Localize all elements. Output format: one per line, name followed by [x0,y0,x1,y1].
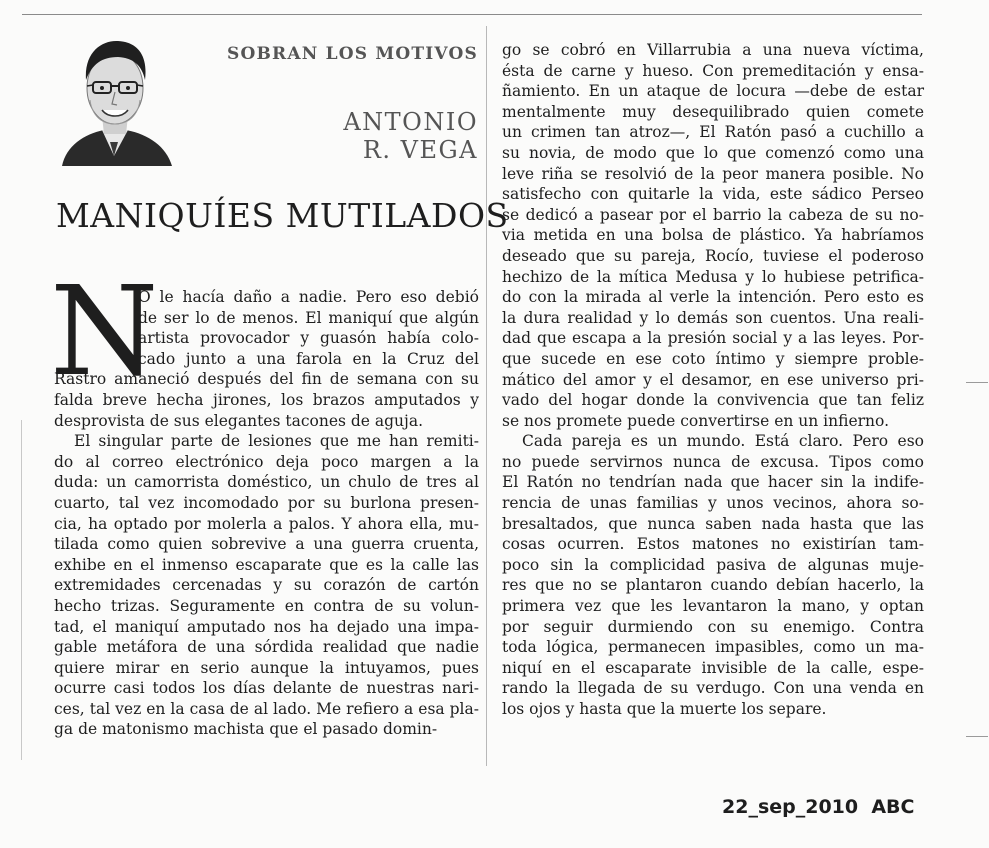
text-line: El singular parte de lesiones que me han remiti- [74,432,479,451]
text-line: rando la llegada de su verdugo. Con una venda en [502,679,924,698]
author-last-name: R. VEGA [362,136,478,164]
text-line: cuarto, tal vez incomodado por su burlona presen- [54,493,479,512]
right-margin-tick [966,382,988,383]
text-line: dad que escapa a la presión social y a las leyes. Por- [502,329,924,348]
text-line: quiere mirar en serio aunque la intuyamos, pues [54,658,479,677]
text-line: Rastro amaneció después del fin de semana con su [54,370,479,389]
text-line: res que no se plantaron cuando debían hacerlo, la [502,576,924,595]
text-line: cosas ocurren. Estos matones no existirían tam- [502,535,924,554]
text-line: gable metáfora de una sórdida realidad que nadie [54,638,479,657]
column-divider [486,26,487,766]
left-margin-rule [21,420,22,760]
text-line: ésta de carne y hueso. Con premeditación y ensa- [502,61,924,80]
text-line: niquí en el escaparate invisible de la calle, espe- [502,658,924,677]
text-line: mentalmente muy desequilibrado quien comete [502,102,924,121]
text-line: hechizo de la mítica Medusa y lo hubiese petrifica- [502,267,924,286]
text-line: ocurre casi todos los días delante de nuestras nari- [54,679,479,698]
text-line: un crimen tan atroz—, El Ratón pasó a cuchillo a [502,123,924,142]
text-line: Cada pareja es un mundo. Está claro. Pero eso [522,432,924,451]
author-portrait [56,30,174,166]
text-line: extremidades cercenadas y su corazón de cartón [54,576,479,595]
text-line: O le hacía daño a nadie. Pero eso debió [138,288,479,306]
text-line: cia, ha optado por molerla a palos. Y ahora ella, mu- [54,514,479,533]
text-line: artista provocador y guasón había colo- [138,329,479,348]
text-line: tad, el maniquí amputado nos ha dejado una impa- [54,617,479,636]
text-line: satisfecho con quitarle la vida, este sádico Perseo [502,185,924,204]
left-column-intro [138,287,479,369]
top-rule [22,14,922,15]
text-line: no puede servirnos nunca de excusa. Tipos como [502,452,924,471]
text-line: rencia de unas familias y unos vecinos, ahora so- [502,494,924,513]
text-line: de ser lo de menos. El maniquí que algún [138,308,479,327]
text-line: cado junto a una farola en la Cruz del [138,349,479,368]
author-name [200,108,478,164]
text-line: do con la mirada al verle la intención. Pero esto es [502,288,924,307]
text-line: primera vez que les levantaron la mano, y optan [502,597,924,616]
text-line: duda: un camorrista doméstico, un chulo de tres al [54,473,479,492]
drop-cap: N [50,260,159,404]
left-column-body [54,369,479,740]
author-first-name: ANTONIO [343,108,478,136]
text-line: tilada como quien sobrevive a una guerra cruenta, [54,535,479,554]
text-line: desprovista de sus elegantes tacones de aguja. [54,411,424,430]
text-line: El Ratón no tendrían nada que hacer sin la indife- [502,473,924,492]
text-line: exhibe en el inmenso escaparate que es la calle las [54,555,479,574]
text-line: mático del amor y el desamor, en ese universo pri- [502,370,924,389]
text-line: toda lógica, permanecen impasibles, como un ma- [502,638,924,657]
text-line: que sucede en ese coto íntimo y siempre proble- [502,349,924,368]
right-column-body [502,40,924,720]
text-line: hecho trizas. Seguramente en contra de su volun- [54,596,479,615]
text-line: leve riña se resolvió de la peor manera posible. No [502,164,924,183]
section-title: SOBRAN LOS MOTIVOS [227,44,478,64]
text-line: la dura realidad y lo demás son cuentos. Una reali- [502,308,924,327]
date-source-stamp: 22_sep_2010 ABC [722,796,915,818]
text-line: ces, tal vez en la casa de al lado. Me refiero a esa pla- [54,699,479,718]
text-line: via metida en una bolsa de plástico. Ya habríamos [502,226,924,245]
text-line: se dedicó a pasear por el barrio la cabeza de su no- [502,205,924,224]
text-line: su novia, de modo que lo que comenzó como una [502,143,924,162]
text-line: go se cobró en Villarrubia a una nueva víctima, [502,41,924,59]
text-line: bresaltados, que nunca saben nada hasta que las [502,514,924,533]
text-line: poco sin la complicidad pasiva de algunas muje- [502,555,924,574]
text-line: vado del hogar donde la convivencia que tan feliz [502,391,924,410]
text-line: los ojos y hasta que la muerte los separe. [502,700,827,718]
text-line: falda breve hecha jirones, los brazos amputados y [54,390,479,409]
text-line: por seguir durmiendo con su enemigo. Contra [502,617,924,636]
text-line: ñamiento. En un ataque de locura —debe de estar [502,82,924,101]
headline: MANIQUÍES MUTILADOS [56,196,509,235]
text-line: do al correo electrónico deja poco margen a la [54,452,479,471]
text-line: ga de matonismo machista que el pasado domin- [54,720,438,739]
text-line: se nos promete puede convertirse en un infierno. [502,411,890,430]
text-line: deseado que su pareja, Rocío, tuviese el poderoso [502,246,924,265]
right-margin-tick [966,736,988,737]
